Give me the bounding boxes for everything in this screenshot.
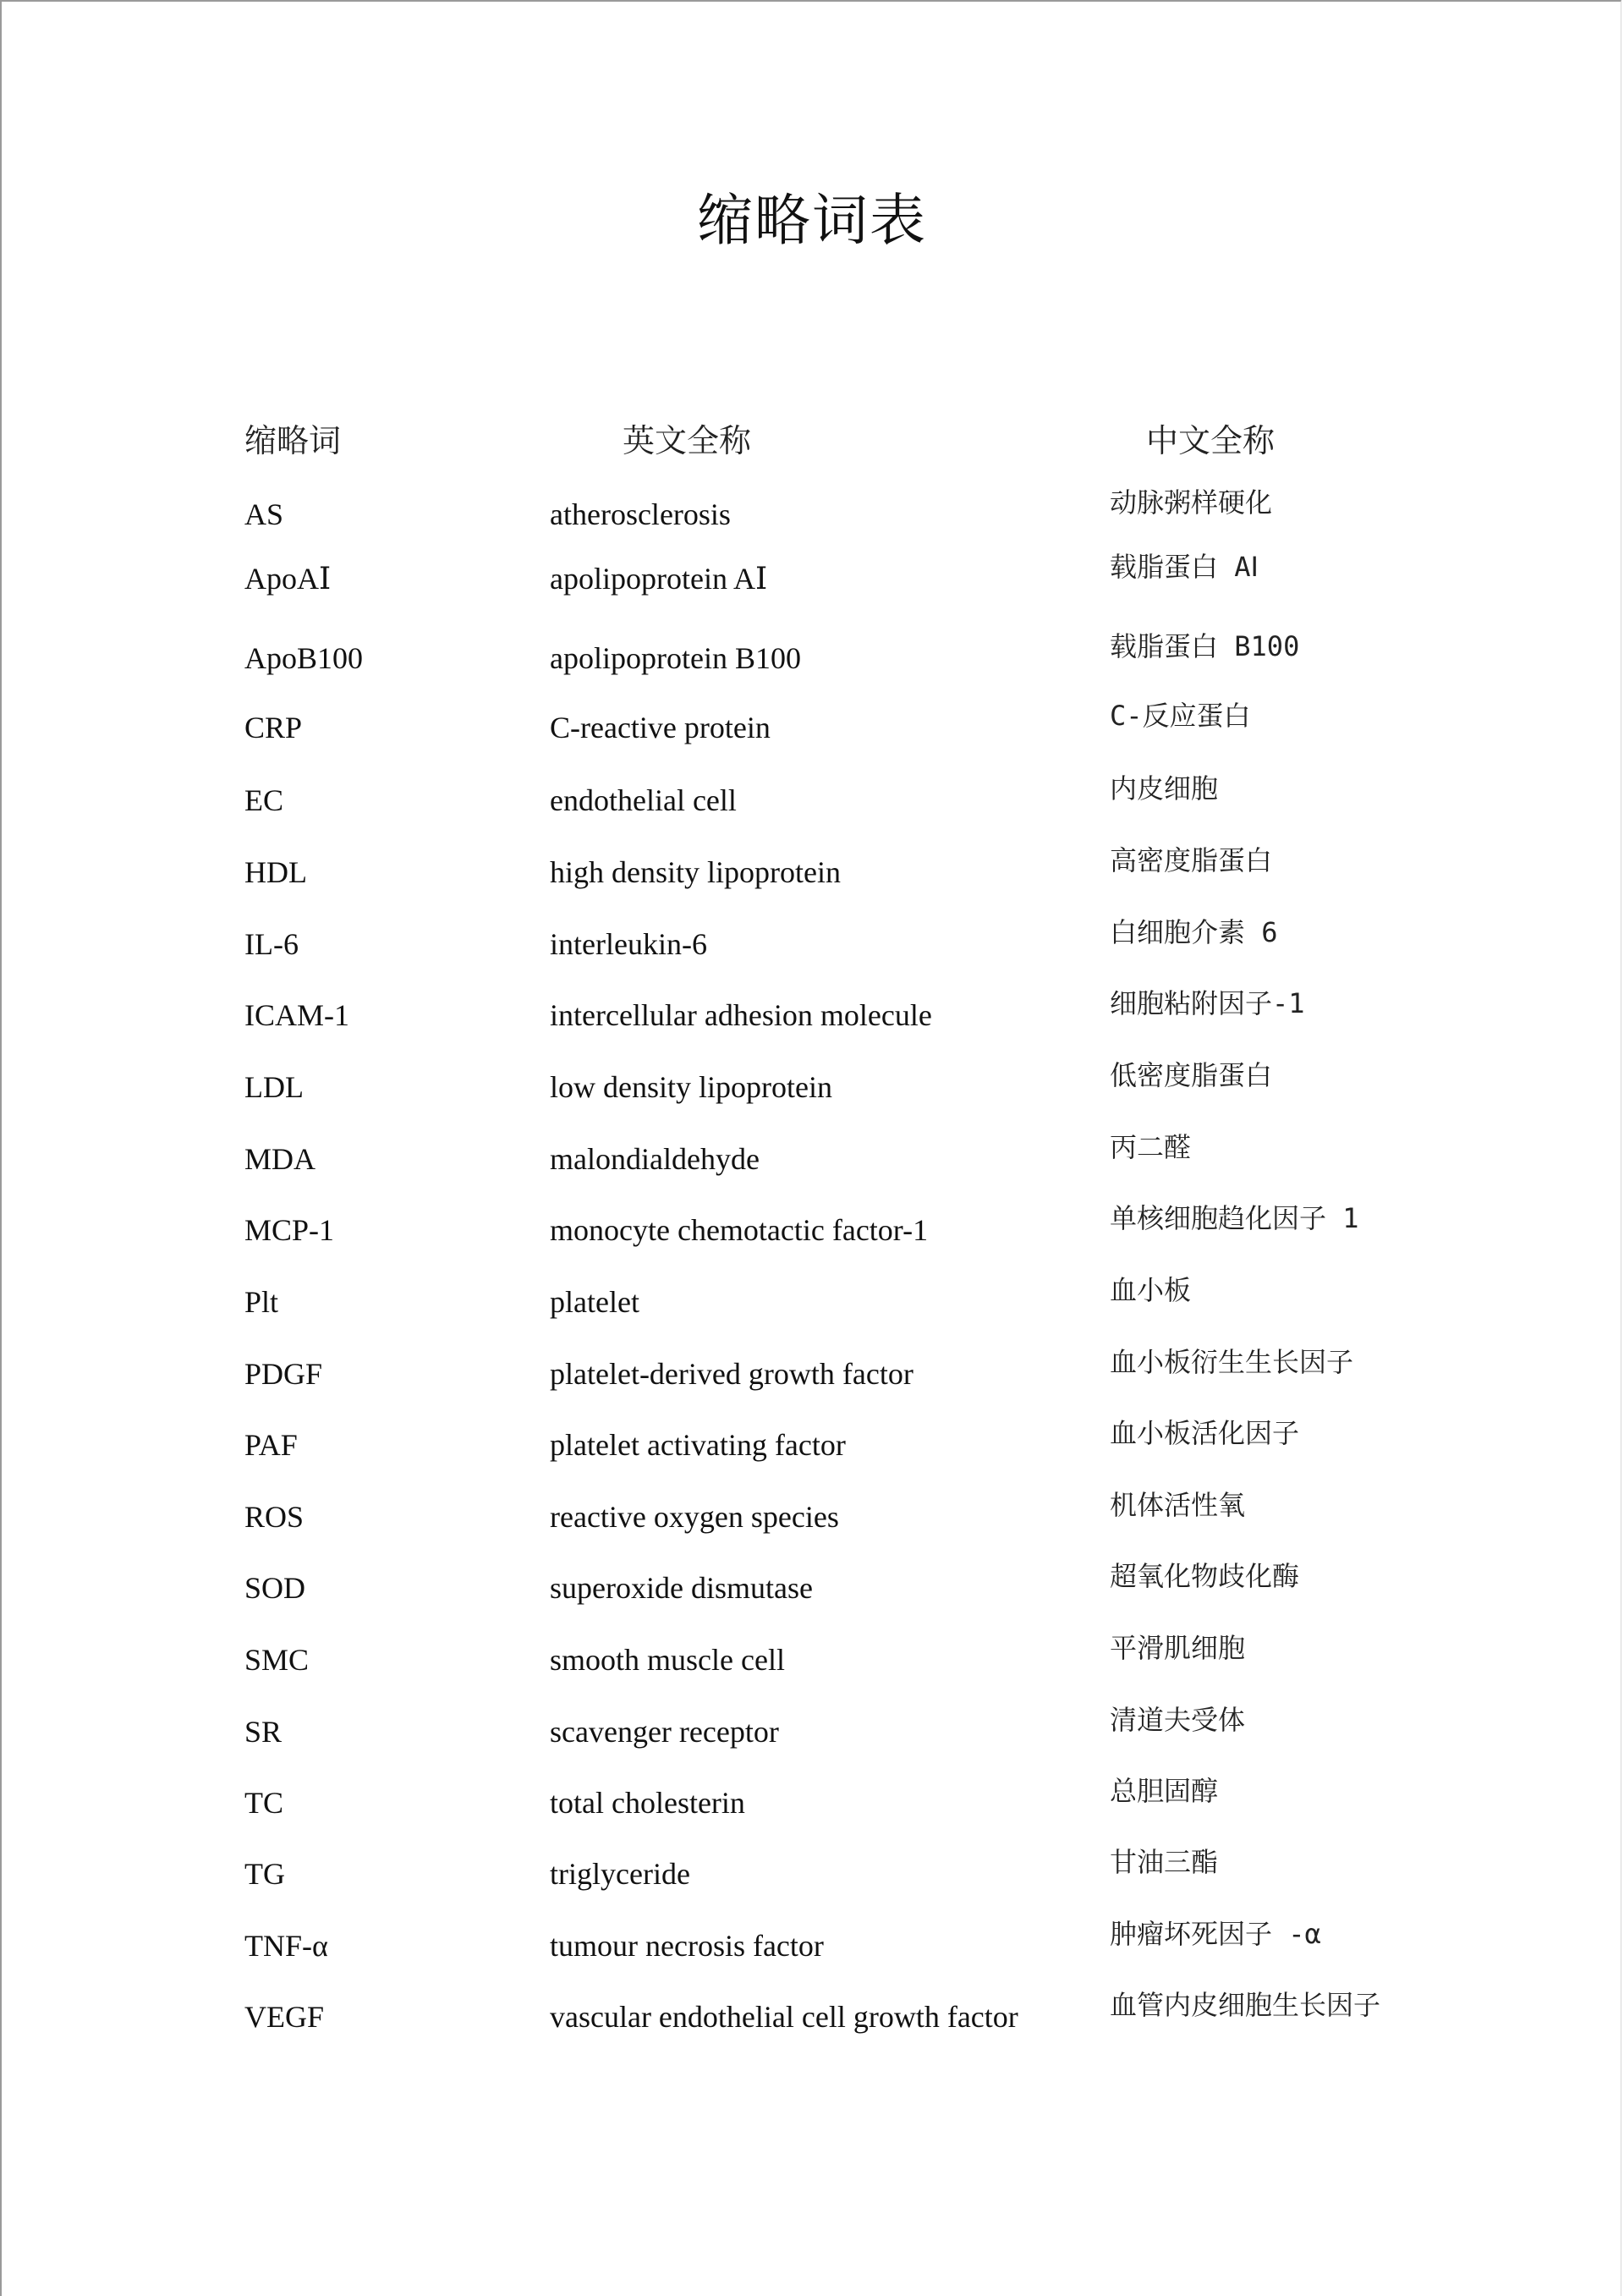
table-row: [0, 1775, 1624, 1859]
english-term: platelet activating factor: [550, 1428, 846, 1462]
english-term: smooth muscle cell: [550, 1643, 785, 1677]
chinese-term: 血管内皮细胞生长因子: [1110, 1989, 1381, 2021]
chinese-term: 动脉粥样硬化: [1110, 486, 1273, 519]
abbreviation: HDL: [244, 855, 307, 889]
chinese-term: 肿瘤坏死因子 -α: [1110, 1918, 1321, 1950]
table-row: [0, 486, 1624, 571]
abbreviation: MDA: [244, 1142, 316, 1176]
abbreviation: EC: [244, 783, 284, 817]
table-row: [0, 700, 1624, 784]
abbreviation: SMC: [244, 1643, 310, 1677]
table-row: [0, 1632, 1624, 1717]
column-header-chinese: 中文全称: [1146, 422, 1276, 459]
chinese-term: 机体活性氧: [1110, 1489, 1246, 1521]
abbreviation: ApoAⅠ: [244, 562, 332, 596]
english-term: interleukin-6: [550, 927, 707, 961]
english-term: total cholesterin: [550, 1786, 745, 1820]
abbreviation: IL-6: [244, 927, 299, 961]
page-title: 缩略词表: [697, 188, 927, 253]
english-term: atherosclerosis: [550, 497, 731, 531]
table-row: [0, 916, 1624, 1001]
chinese-term: 细胞粘附因子-1: [1110, 987, 1305, 1019]
chinese-term: 血小板活化因子: [1110, 1417, 1300, 1449]
chinese-term: 白细胞介素 6: [1110, 916, 1278, 948]
table-row: [0, 987, 1624, 1072]
abbreviation: TNF-α: [244, 1929, 328, 1963]
english-term: triglyceride: [550, 1857, 690, 1891]
table-row: [0, 1274, 1624, 1359]
abbreviation: ROS: [244, 1500, 304, 1534]
abbreviation: ICAM-1: [244, 998, 349, 1032]
chinese-term: 甘油三酯: [1110, 1846, 1219, 1878]
table-row: [0, 1202, 1624, 1287]
table-row: [0, 1489, 1624, 1574]
chinese-term: 超氧化物歧化酶: [1110, 1560, 1300, 1592]
abbreviation: AS: [244, 497, 284, 531]
table-row: [0, 1560, 1624, 1645]
english-term: apolipoprotein B100: [550, 641, 801, 675]
english-term: C-reactive protein: [550, 711, 771, 744]
chinese-term: 高密度脂蛋白: [1110, 844, 1273, 876]
table-row: [0, 1131, 1624, 1216]
chinese-term: 载脂蛋白 AⅠ: [1110, 551, 1259, 583]
chinese-term: 单核细胞趋化因子 1: [1110, 1202, 1359, 1234]
english-term: superoxide dismutase: [550, 1571, 813, 1605]
english-term: intercellular adhesion molecule: [550, 998, 932, 1032]
table-row: [0, 1059, 1624, 1144]
column-header-english: 英文全称: [623, 422, 752, 459]
table-row: [0, 1346, 1624, 1431]
english-term: tumour necrosis factor: [550, 1929, 824, 1963]
table-row: [0, 1417, 1624, 1502]
english-term: endothelial cell: [550, 783, 737, 817]
chinese-term: 丙二醛: [1110, 1131, 1192, 1163]
abbreviation: ApoB100: [244, 641, 364, 675]
table-row: [0, 772, 1624, 857]
column-header-abbreviation: 缩略词: [244, 422, 342, 459]
english-term: platelet-derived growth factor: [550, 1357, 914, 1391]
chinese-term: 内皮细胞: [1110, 772, 1219, 805]
abbreviation: VEGF: [244, 2000, 325, 2034]
table-row: [0, 844, 1624, 929]
abbreviation: CRP: [244, 711, 303, 744]
abbreviation: PDGF: [244, 1357, 323, 1391]
abbreviation: TG: [244, 1857, 285, 1891]
english-term: apolipoprotein AⅠ: [550, 562, 768, 596]
abbreviation: Plt: [244, 1285, 279, 1319]
abbreviation: LDL: [244, 1070, 304, 1104]
english-term: platelet: [550, 1285, 639, 1319]
table-row: [0, 1846, 1624, 1931]
chinese-term: 低密度脂蛋白: [1110, 1059, 1273, 1091]
english-term: monocyte chemotactic factor-1: [550, 1213, 929, 1247]
english-term: malondialdehyde: [550, 1142, 760, 1176]
table-row: [0, 630, 1624, 715]
abbreviation: SOD: [244, 1571, 306, 1605]
chinese-term: 载脂蛋白 B100: [1110, 630, 1300, 662]
english-term: low density lipoprotein: [550, 1070, 832, 1104]
english-term: reactive oxygen species: [550, 1500, 839, 1534]
chinese-term: 总胆固醇: [1110, 1775, 1219, 1807]
abbreviation: SR: [244, 1715, 283, 1749]
chinese-term: 血小板衍生生长因子: [1110, 1346, 1354, 1378]
english-term: high density lipoprotein: [550, 855, 841, 889]
chinese-term: C-反应蛋白: [1110, 700, 1251, 732]
chinese-term: 平滑肌细胞: [1110, 1632, 1246, 1664]
table-row: [0, 1989, 1624, 2074]
table-row: [0, 1704, 1624, 1788]
table-row: [0, 551, 1624, 635]
abbreviation: PAF: [244, 1428, 298, 1462]
chinese-term: 清道夫受体: [1110, 1704, 1246, 1736]
english-term: vascular endothelial cell growth factor: [550, 2000, 1018, 2034]
abbreviation: TC: [244, 1786, 284, 1820]
abbreviation: MCP-1: [244, 1213, 335, 1247]
english-term: scavenger receptor: [550, 1715, 779, 1749]
chinese-term: 血小板: [1110, 1274, 1192, 1306]
